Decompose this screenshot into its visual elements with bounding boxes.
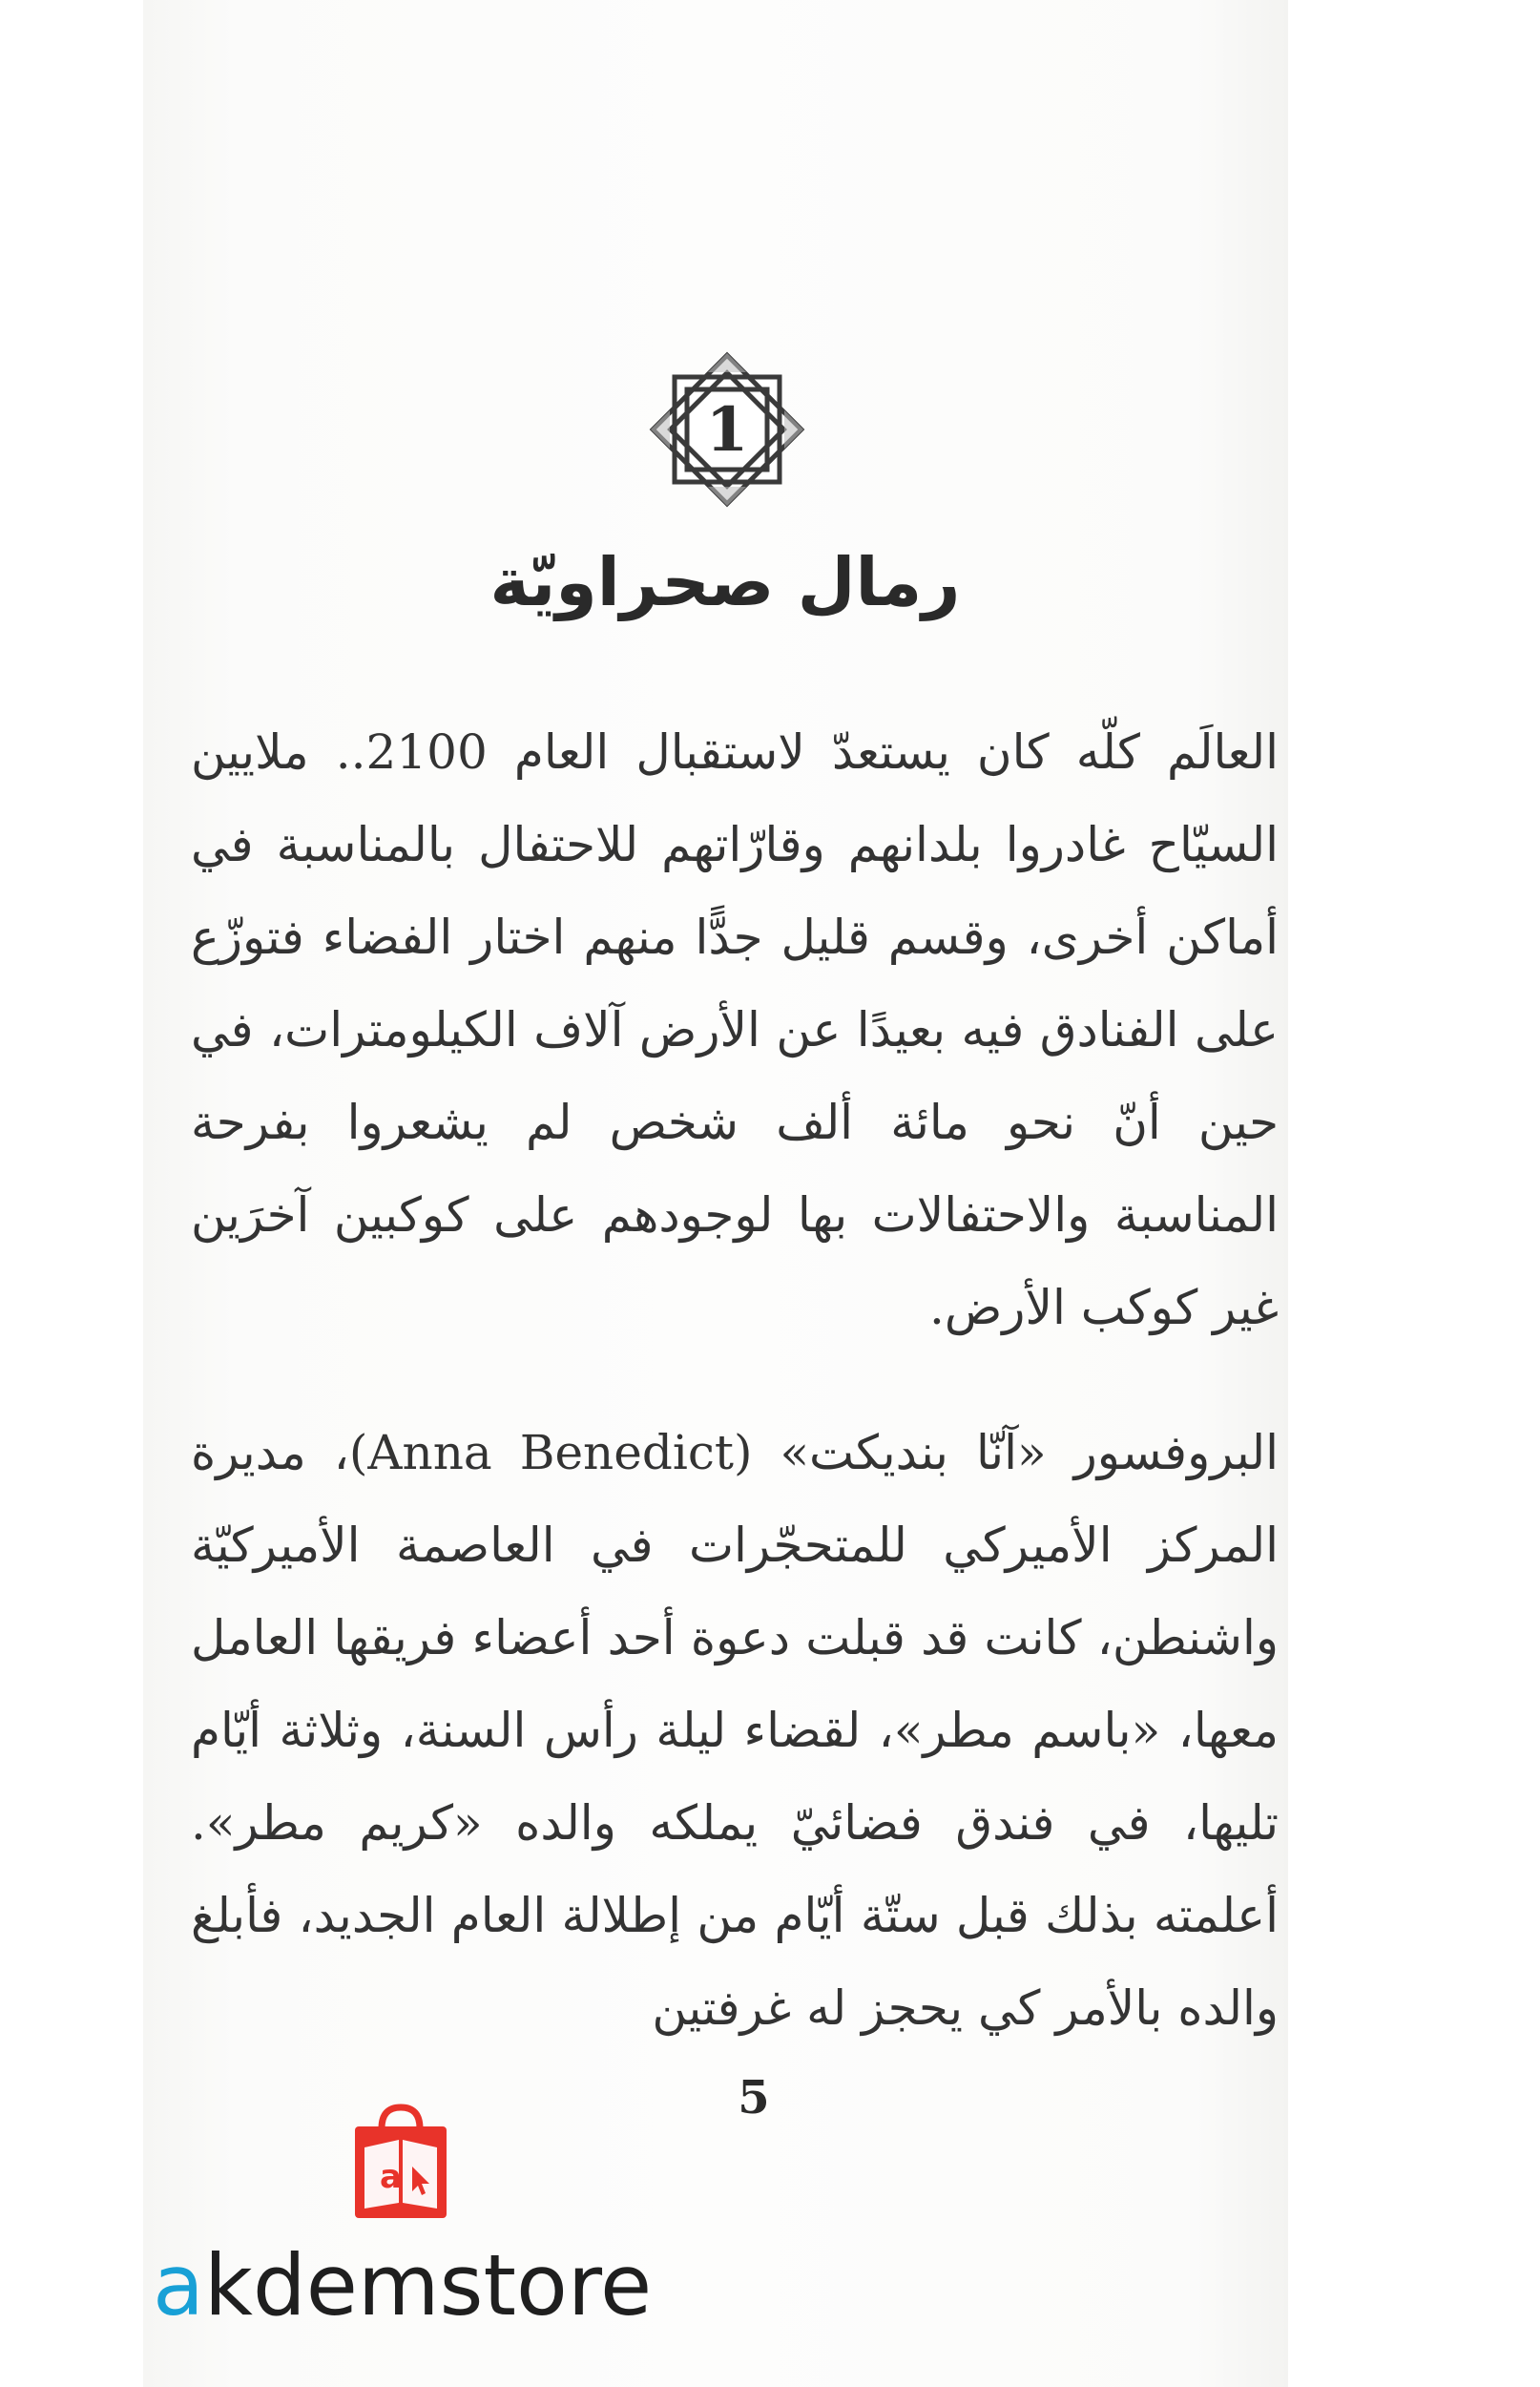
brand-prefix: a xyxy=(153,2236,204,2335)
brand-rest: kdemstore xyxy=(203,2236,653,2335)
shopping-bag-book-icon xyxy=(343,2100,458,2224)
chapter-title: رمال صحراويّة xyxy=(489,543,961,621)
page-number: 5 xyxy=(738,2071,770,2125)
paragraph: العالَم كلّه كان يستعدّ لاستقبال العام 2100.. ملايين السيّاح غادروا بلدانهم وقارّاتهم للاحتفال بالمناسبة في أماكن أخرى، وقسم قليل جدًّا منهم اختار الفضاء فتوزّع على الفنادق فيه بعيدًا عن الأرض آلاف الكيلومترات، في حين أنّ نحو مائة ألف شخص لم يشعروا بفرحة المناسبة والاحتفالات بها لوجودهم على كوكبين آخرَين غير كوكب الأرض. xyxy=(191,724,1279,1335)
brand-name xyxy=(153,2233,653,2338)
body-text xyxy=(191,706,1279,2055)
paragraph: البروفسور «آنّا بنديكت» (Anna Benedict)، مديرة المركز الأميركي للمتحجّرات في العاصمة الأميركيّة واشنطن، كانت قد قبلت دعوة أحد أعضاء فريقها العامل معها، «باسم مطر»، لقضاء ليلة رأس السنة، وثلاثة أيّام تليها، في فندق فضائيّ يملكه والده «كريم مطر». أعلمته بذلك قبل ستّة أيّام من إطلالة العام الجديد، فأبلغ والده بالأمر كي يحجز له غرفتين xyxy=(191,1425,1280,2036)
akdemstore-logo xyxy=(153,2100,653,2338)
svg-text:a: a xyxy=(380,2158,402,2196)
chapter-number: 1 xyxy=(705,393,749,466)
